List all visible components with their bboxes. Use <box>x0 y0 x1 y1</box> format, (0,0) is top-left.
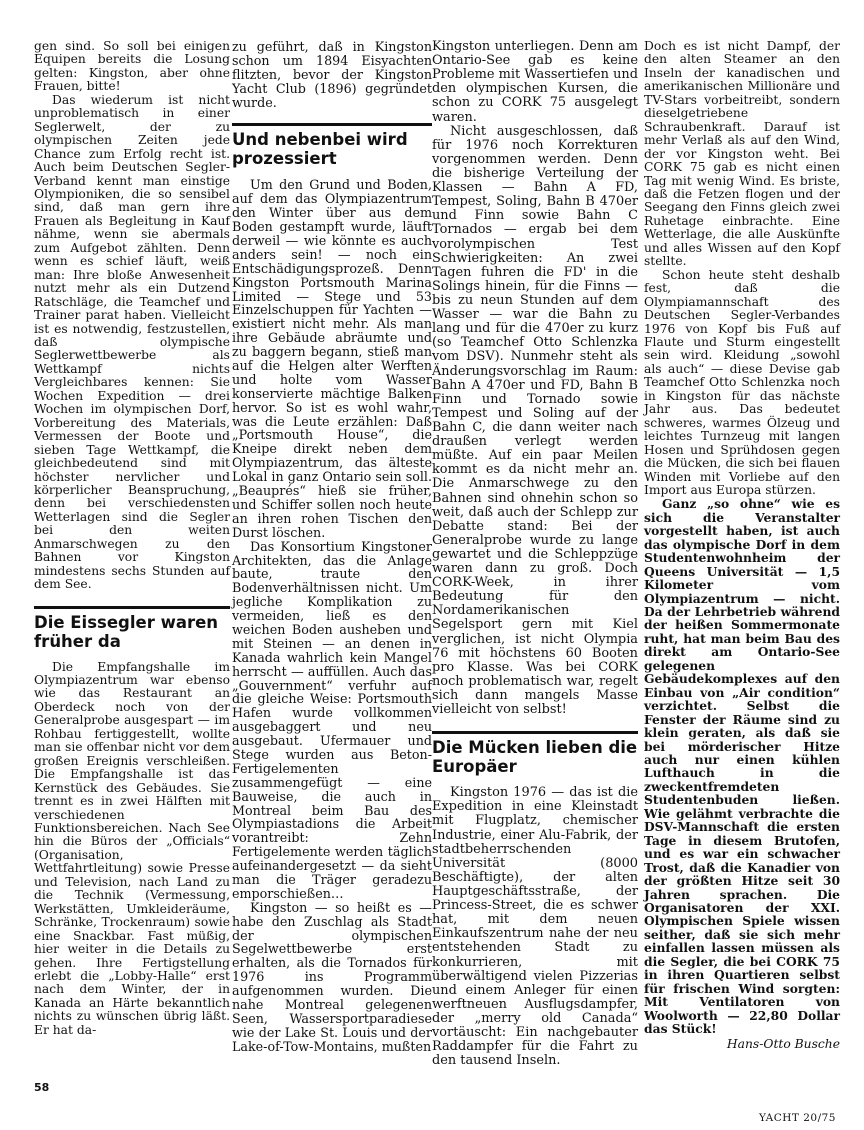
paragraph: Das Konsortium Kingstoner Architekten, das die Anlage baute, traute den Bodenverhältnissen nicht. Um jegliche Komplikation zu vermeiden, ließ es den weichen Boden ausheben und mit Steinen — an denen in Kanada wahrlich kein Mangel herrscht — auffüllen. Auch das „Gouvernment“ verfuhr auf die gleiche Weise: Portsmouth Hafen wurde vollkommen ausgebaggert und neu ausgebaut. Ufermauer und Stege wurden aus Beton-Fertigelementen zusammengefügt — eine Bauweise, die auch in Montreal beim Bau des Olympiastadions die Arbeit vorantreibt: Zehn Fertigelemente werden täglich aufeinandergesetzt — da sieht man die Träger geradezu emporschießen… <box>232 538 432 901</box>
paragraph: Kingston 1976 — das ist die Expedition in eine Kleinstadt mit Flugplatz, chemischer Industrie, einer Alu-Fabrik, der stadtbeherrschenden Universität (8000 Beschäftigte), der alten Hauptgeschäftsstraße, der Princess-Street, die es schwer hat, mit dem neuen Einkaufszentrum nahe der neu entstehenden Stadt zu konkurrieren, mit überwältigend vielen Pizzerias und einem Anleger für einen werftneuen Ausflugsdampfer, der „merry old Canada“ vortäuscht: Ein nachgebauter Raddampfer für die Fahrt zu den tausend Inseln. <box>432 785 638 1069</box>
column-3 <box>432 40 638 1068</box>
paragraph: Schon heute steht deshalb fest, daß die Olympiamannschaft des Deutschen Segler-Verbandes 1976 von Kopf bis Fuß auf Flaute und Sturm eingestellt sein wird. Kleidung „sowohl als auch“ — diese Devise gab Teamchef Otto Schlenzka noch in Kingston für das nächste Jahr aus. Das bedeutet schweres, warmes Ölzeug und leichtes Turnzeug mit langen Hosen und Sprühdosen gegen die Mücken, die sich bei flauen Winden mit Vorliebe auf den Import aus Europa stürzen. <box>644 267 840 497</box>
author-byline: Hans-Otto Busche <box>726 1036 840 1051</box>
paragraph: Nicht ausgeschlossen, daß für 1976 noch Korrekturen vorgenommen werden. Denn die bisherige Verteilung der Klassen — Bahn A FD, Tempest, Soling, Bahn B 470er und Finn sowie Bahn C Tornados — ergab bei dem vorolympischen Test Schwierigkeiten: An zwei Tagen fuhren die FD' in die Solings hinein, für die Finns — bis zu neun Stunden auf dem Wasser — war die Bahn zu lang und für die 470er zu kurz (so Teamchef Otto Schlenzka vom DSV). Nunmehr steht als Änderungsvorschlag im Raum: Bahn A 470er und FD, Bahn B Finn und Tornado sowie Tempest und Soling auf der Bahn C, die dann weiter nach draußen verlegt werden müßte. Auf ein paar Meilen kommt es da nicht mehr an. Die Anmarschwege zu den Bahnen sind ohnehin schon so weit, daß auch der Schlepp zur Debatte stand: Bei der Generalprobe wurde zu lange gewartet und die Schleppzüge waren dann zu groß. Doch CORK-Week, in ihrer Bedeutung für den Nordamerikanischen Segelsport gern mit Kiel verglichen, ist nicht Olympia 76 mit höchstens 60 Booten pro Klasse. Was bei CORK noch problematisch war, regelt sich dann mangels Masse vielleicht von selbst! <box>432 123 638 718</box>
paragraph: Doch es ist nicht Dampf, der den alten Steamer an den Inseln der kanadischen und amerikanischen Millionäre und TV-Stars vorbeitreibt, sondern dieselgetriebene Schraubenkraft. Darauf ist mehr Verlaß als auf den Wind, der vor Kingston weht. Bei CORK 75 gab es nicht einen Tag mit wenig Wind. Es briste, daß die Fetzen flogen und der Seegang den Finns gleich zwei Ruhetage einbrachte. Eine Wetterlage, die alle Auskünfte und alles Wissen auf den Kopf stellte. <box>644 39 840 269</box>
paragraph: Kingston — so heißt es — habe den Zuschlag als Stadt der olympischen Segelwettbewerbe erst erhalten, als die Tornados für 1976 ins Programm aufgenommen wurden. Die nahe Montreal gelegenen Seen, Wassersportparadiese wie der Lake St. Louis und der Lake-of-Tow-Montains, mußten <box>232 899 432 1054</box>
page-number: 58 <box>34 1081 50 1094</box>
section-heading: Die Mücken lieben die Europäer <box>432 731 638 776</box>
column-2 <box>232 40 432 1054</box>
paragraph: Die Empfangshalle im Olympiazentrum war ebenso wie das Restaurant an Oberdeck noch von der Generalprobe ausgespart — im Rohbau fertiggestellt, wollte man sie offenbar nicht vor dem großen Ereignis verschleißen. Die Empfangshalle ist das Kernstück des Gebäudes. Sie trennt es in zwei Hälften mit verschiedenen Funktionsbereichen. Nach See hin die Büros der „Officials“ (Organisation, Wettfahrtleitung) sowie Presse und Television, nach Land zu die Technik (Vermessung, Werkstätten, Umkleideräume, Schränke, Trockenraum) sowie eine Snackbar. Fast müßig, hier weiter in die Details zu gehen. Ihre Fertigstellung erlebt die „Lobby-Halle“ erst nach dem Winter, der in Kanada an Härte bekanntlich nichts zu wünschen übrig läßt. Er hat da- <box>34 659 230 1037</box>
paragraph: Kingston unterliegen. Denn am Ontario-See gab es keine Probleme mit Wassertiefen und den olympischen Kursen, die schon zu CORK 75 ausgelegt waren. <box>432 39 638 125</box>
paragraph: zu geführt, daß in Kingston schon um 1894 Eisyachten flitzten, bevor der Kingston Yacht Club (1896) gegründet wurde. <box>232 39 432 110</box>
paragraph: Um den Grund und Boden, auf dem das Olympiazentrum den Winter über aus dem Boden gestampft wurde, läuft derweil — wie könnte es auch anders sein! — noch ein Entschädigungsprozeß. Denn Kingston Portsmouth Marina Limited — Stege und 53 Einzelschuppen für Yachten — existiert nicht mehr. Als man ihre Gebäude abräumte und zu baggern begann, stieß man auf die Helgen alter Werften und holte vom Wasser konservierte mächtige Balken hervor. So ist es wohl wahr, was die Leute erzählen: Daß „Portsmouth House“, die Kneipe direkt neben dem Olympiazentrum, das älteste Lokal in ganz Ontario sein soll. „Beauprés“ hieß sie früher, und Schiffer sollen noch heute an ihren rohen Tischen den Durst löschen. <box>232 177 432 540</box>
magazine-issue: YACHT 20/75 <box>759 1112 836 1124</box>
column-4 <box>644 40 840 1051</box>
paragraph: gen sind. So soll bei einigen Equipen bereits die Losung gelten: Kingston, aber ohne Frauen, bitte! <box>34 39 230 94</box>
column-1 <box>34 40 230 1037</box>
section-heading: Die Eissegler waren früher da <box>34 606 230 651</box>
section-heading: Und nebenbei wird prozessiert <box>232 123 432 168</box>
paragraph: Das wiederum ist nicht unproblematisch in einer Seglerwelt, der zu olympischen Zeiten jede Chance zum Erfolg recht ist. Auch beim Deutschen Segler-Verband kennt man einstige Olympioniken, die so sensibel sind, daß man gern ihre Frauen als Begleitung in Kauf nähme, wenn sie abermals zum Aufgebot zählten. Denn wenn es schief läuft, weiß man: Ihre bloße Anwesenheit nutzt mehr als ein Dutzend Ratschläge, die Teamchef und Trainer parat haben. Vielleicht ist es notwendig, festzustellen, daß olympische Seglerwettbewerbe als Wettkampf nichts Vergleichbares kennen: Sie Wochen Expedition — drei Wochen im olympischen Dorf, Vorbereitung des Materials, Vermessen der Boote und sieben Tage Wettkampf, die gleichbedeutend sind mit höchster nervlicher und körperlicher Beanspruchung, denn bei verschiedensten Wetterlagen sind die Segler bei den weiten Anmarschwegen zu den Bahnen vor Kingston mindestens sechs Stunden auf dem See. <box>34 92 230 592</box>
paragraph: Ganz „so ohne“ wie es sich die Veranstalter vorgestellt haben, ist auch das olympische Dorf in dem Studentenwohnheim der Queens Universität — 1,5 Kilometer vom Olympiazentrum — nicht. Da der Lehrbetrieb während der heißen Sommermonate ruht, hat man beim Bau des direkt am Ontario-See gelegenen Gebäudekomplexes auf den Einbau von „Air condition“ verzichtet. Selbst die Fenster der Räume sind zu klein geraten, als daß sie bei mörderischer Hitze auch nur einen kühlen Lufthauch in die zweckentfremdeten Studentenbuden ließen. Wie gelähmt verbrachte die DSV-Mannschaft die ersten Tage in diesem Brutofen, und es war ein schwacher Trost, daß die Kanadier von der größten Hitze seit 30 Jahren sprachen. Die Organisatoren der XXI. Olympischen Spiele wissen seither, daß sie sich mehr einfallen lassen müssen als die Segler, die bei CORK 75 in ihren Quartieren selbst für frischen Wind sorgten: Mit Ventilatoren von Woolworth — 22,80 Dollar das Stück! <box>644 496 840 1037</box>
